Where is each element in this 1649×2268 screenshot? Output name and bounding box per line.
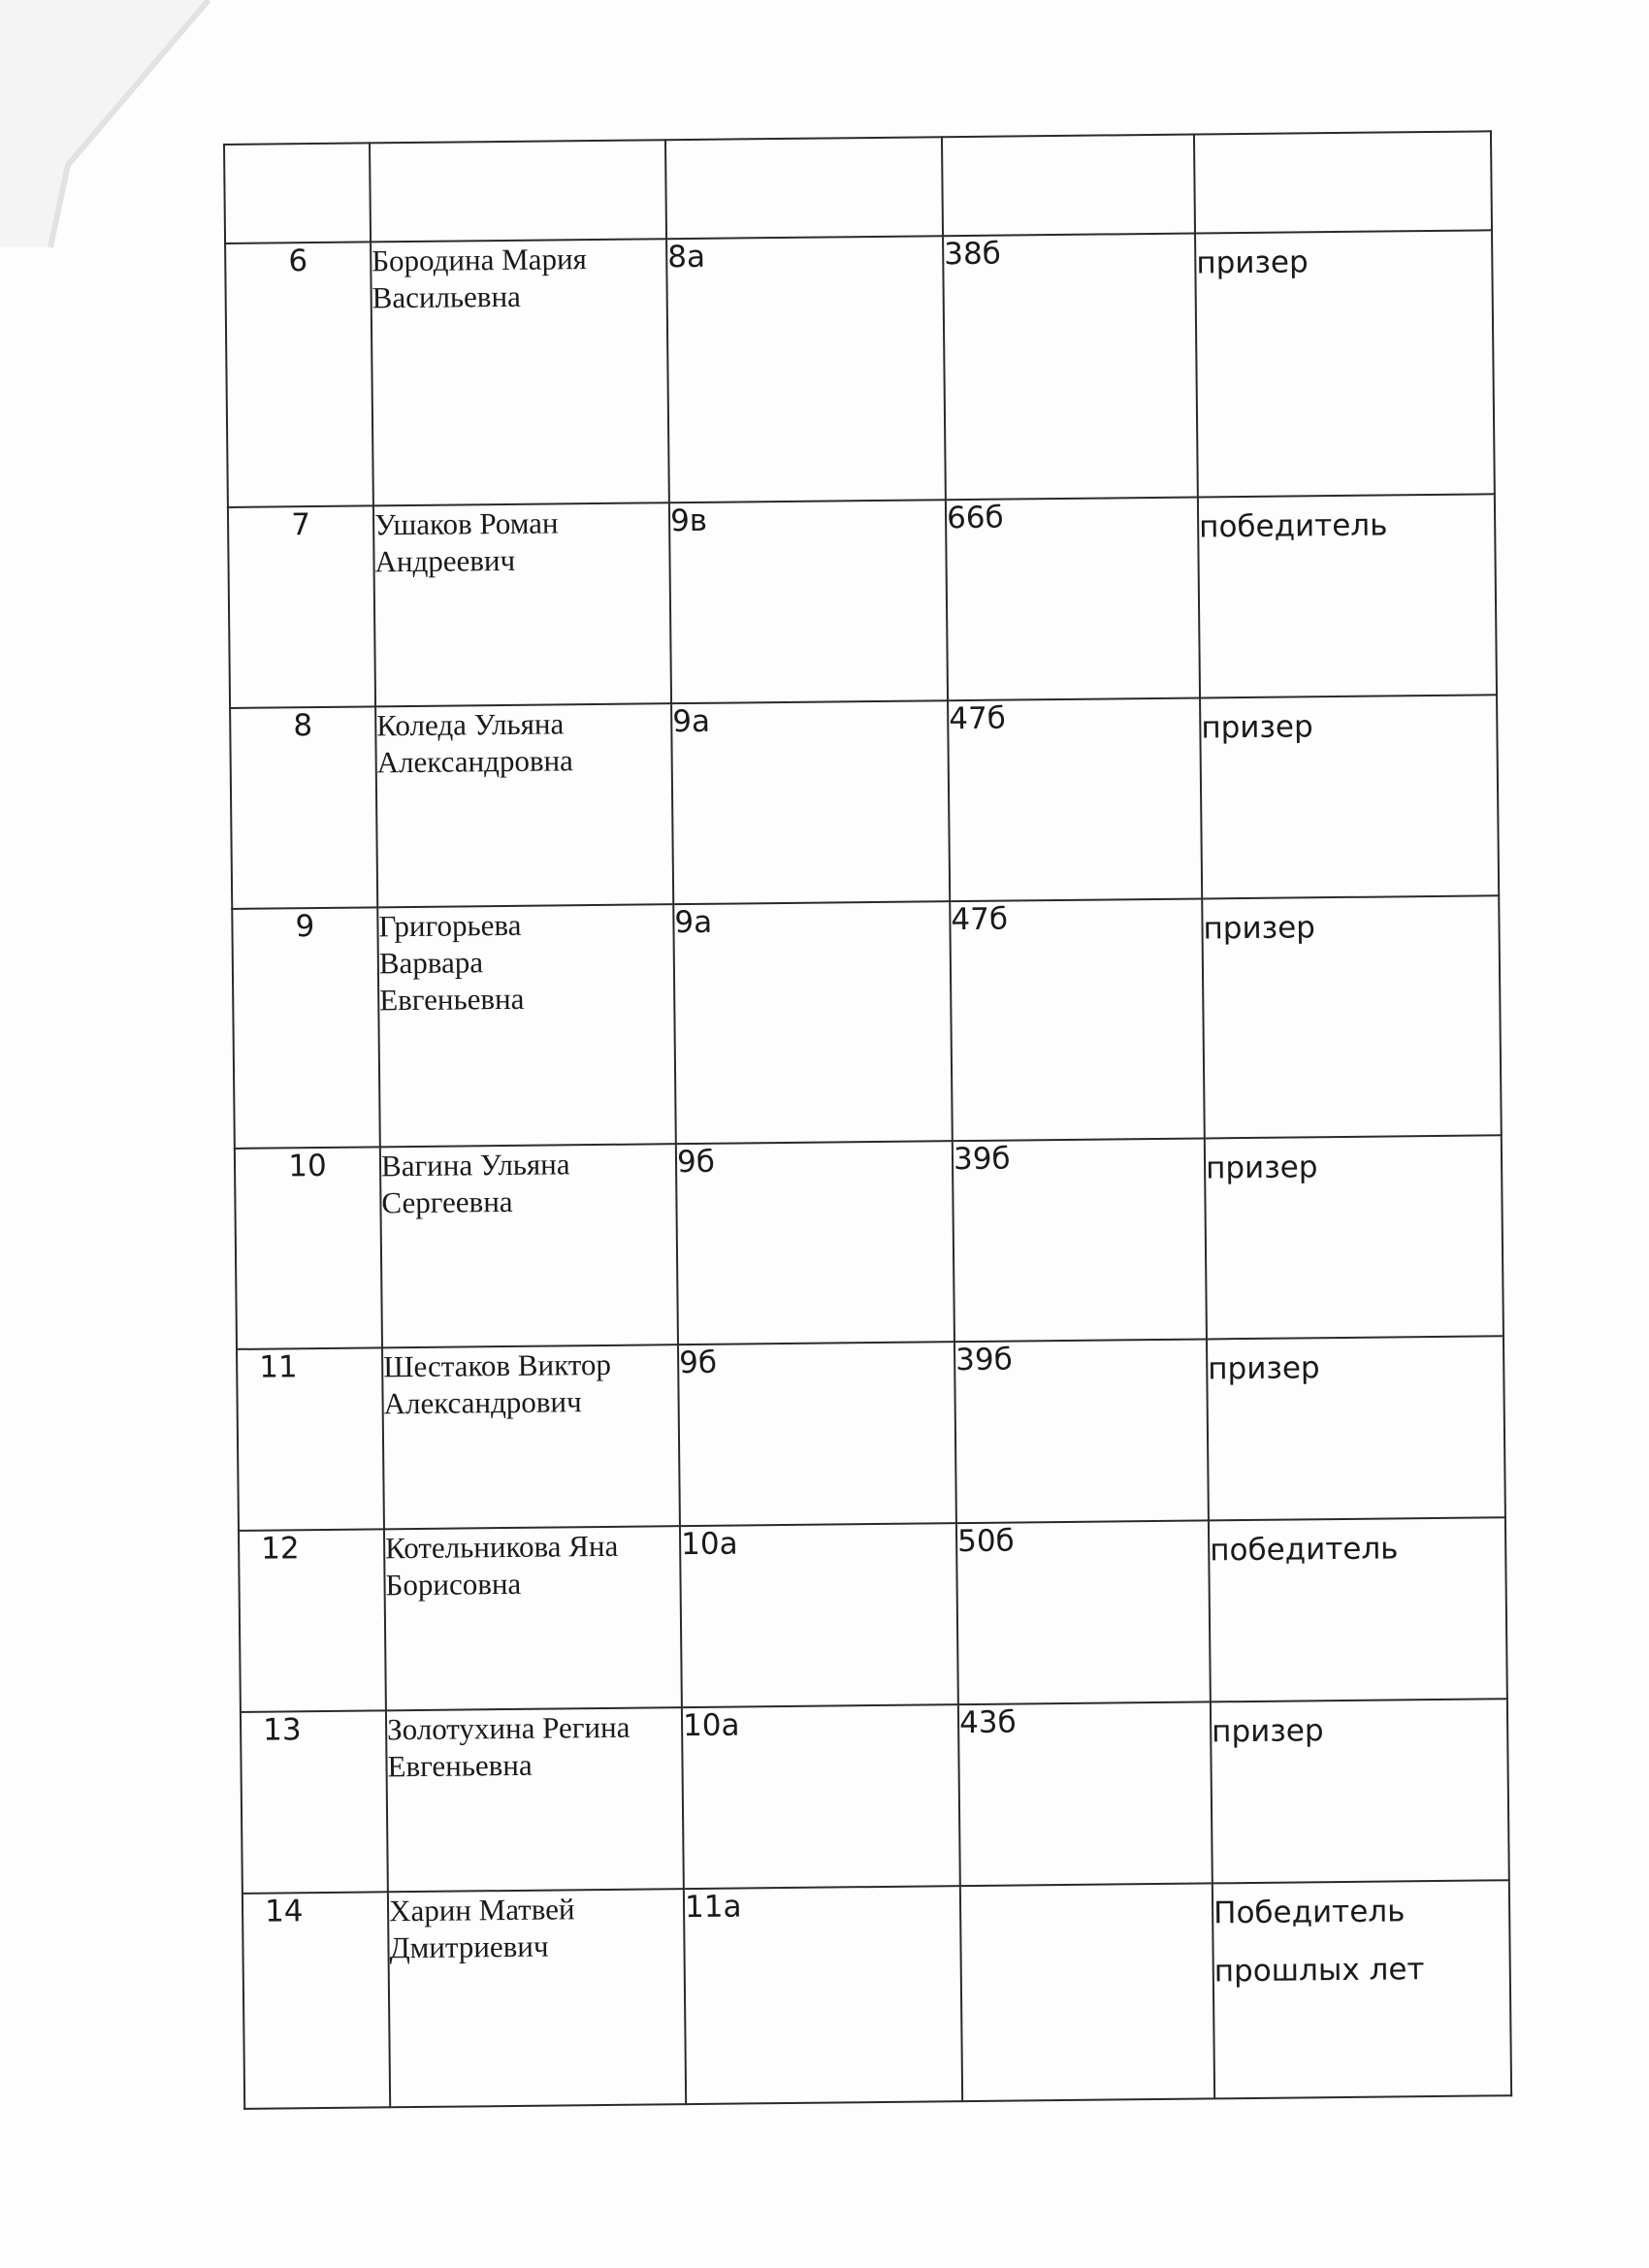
name-line: Золотухина Регина	[386, 1709, 630, 1747]
student-name	[375, 703, 673, 907]
table-header-row	[224, 131, 1492, 243]
header-cell	[665, 137, 943, 239]
class-cell: 8а	[666, 236, 946, 502]
row-number: 7	[228, 505, 375, 708]
student-name	[384, 1526, 682, 1710]
status-cell	[1211, 1699, 1509, 1883]
class-cell: 11а	[684, 1886, 962, 2104]
name-line: Александровна	[376, 743, 574, 780]
status-cell	[1212, 1880, 1511, 2098]
row-number: 8	[230, 706, 377, 909]
score-cell: 39б	[954, 1339, 1209, 1523]
row-number: 14	[242, 1892, 390, 2109]
table-row	[237, 1336, 1505, 1531]
name-line: Ушаков Роман	[373, 505, 559, 542]
name-line: Дмитриевич	[389, 1928, 549, 1965]
score-cell: 38б	[943, 234, 1198, 501]
header-cell	[370, 140, 666, 242]
status-line: призер	[1212, 1713, 1324, 1750]
row-number: 6	[225, 242, 373, 507]
name-line: Григорьева	[378, 907, 522, 944]
table-row	[230, 695, 1499, 909]
status-cell	[1200, 695, 1499, 898]
name-line: Евгеньевна	[387, 1747, 533, 1784]
name-line: Коледа Ульяна	[376, 706, 565, 743]
name-line: Бородина Мария	[372, 242, 587, 278]
class-cell: 9в	[669, 500, 948, 703]
status-cell	[1195, 230, 1495, 497]
results-table-container	[223, 130, 1510, 2110]
score-cell: 47б	[948, 697, 1202, 901]
table-row	[235, 1135, 1504, 1349]
status-cell	[1198, 494, 1497, 697]
score-cell: 66б	[946, 497, 1200, 700]
class-cell: 10а	[680, 1523, 958, 1707]
header-cell	[1194, 131, 1492, 233]
status-line: призер	[1208, 1350, 1320, 1387]
status-line: призер	[1203, 910, 1316, 947]
row-number: 11	[237, 1347, 384, 1531]
row-number: 9	[232, 907, 380, 1149]
name-line: Александрович	[383, 1384, 582, 1421]
status-line: призер	[1196, 244, 1309, 281]
class-cell: 9а	[671, 700, 950, 904]
status-line: призер	[1205, 1150, 1318, 1186]
name-line: Евгеньевна	[379, 981, 525, 1018]
name-line: Варвара	[378, 945, 484, 981]
row-number: 10	[235, 1147, 382, 1349]
name-line: Харин Матвей	[388, 1892, 575, 1928]
table-row	[242, 1880, 1511, 2109]
status-line: победитель	[1210, 1531, 1399, 1569]
status-line: прошлых лет	[1213, 1952, 1425, 1990]
status-cell	[1209, 1517, 1507, 1701]
status-cell	[1202, 895, 1502, 1138]
class-cell: 10а	[682, 1704, 960, 1889]
row-number: 12	[239, 1529, 386, 1712]
table-row	[241, 1699, 1509, 1894]
student-name	[380, 1144, 678, 1347]
status-cell	[1205, 1135, 1504, 1339]
header-cell	[942, 135, 1195, 237]
status-line: Победитель	[1212, 1894, 1406, 1931]
row-number: 13	[241, 1710, 388, 1894]
student-name	[373, 502, 671, 706]
name-line: Васильевна	[372, 278, 521, 315]
table-row	[232, 895, 1502, 1149]
name-line: Борисовна	[385, 1566, 522, 1603]
status-line: призер	[1201, 709, 1313, 746]
name-line: Шестаков Виктор	[383, 1346, 612, 1384]
score-cell: 47б	[950, 898, 1205, 1141]
folded-corner-shadow	[0, 0, 252, 252]
class-cell: 9б	[678, 1342, 956, 1526]
score-cell: 50б	[956, 1520, 1211, 1704]
score-cell	[960, 1883, 1214, 2101]
student-name	[388, 1889, 686, 2107]
name-line: Сергеевна	[381, 1183, 513, 1220]
table-row	[239, 1517, 1507, 1712]
score-cell: 39б	[953, 1138, 1207, 1342]
name-line: Котельникова Яна	[384, 1528, 619, 1566]
student-name	[386, 1707, 684, 1892]
student-name	[382, 1345, 680, 1529]
header-cell	[224, 143, 371, 243]
table-row	[225, 230, 1495, 507]
status-line: победитель	[1199, 507, 1388, 545]
student-name	[377, 904, 676, 1147]
table-row	[228, 494, 1497, 708]
status-cell	[1207, 1336, 1505, 1520]
results-table	[223, 130, 1512, 2110]
class-cell: 9а	[673, 901, 953, 1144]
name-line: Андреевич	[374, 542, 516, 579]
name-line: Вагина Ульяна	[380, 1147, 570, 1183]
class-cell: 9б	[676, 1141, 954, 1345]
score-cell: 43б	[958, 1701, 1212, 1886]
student-name	[371, 239, 669, 505]
